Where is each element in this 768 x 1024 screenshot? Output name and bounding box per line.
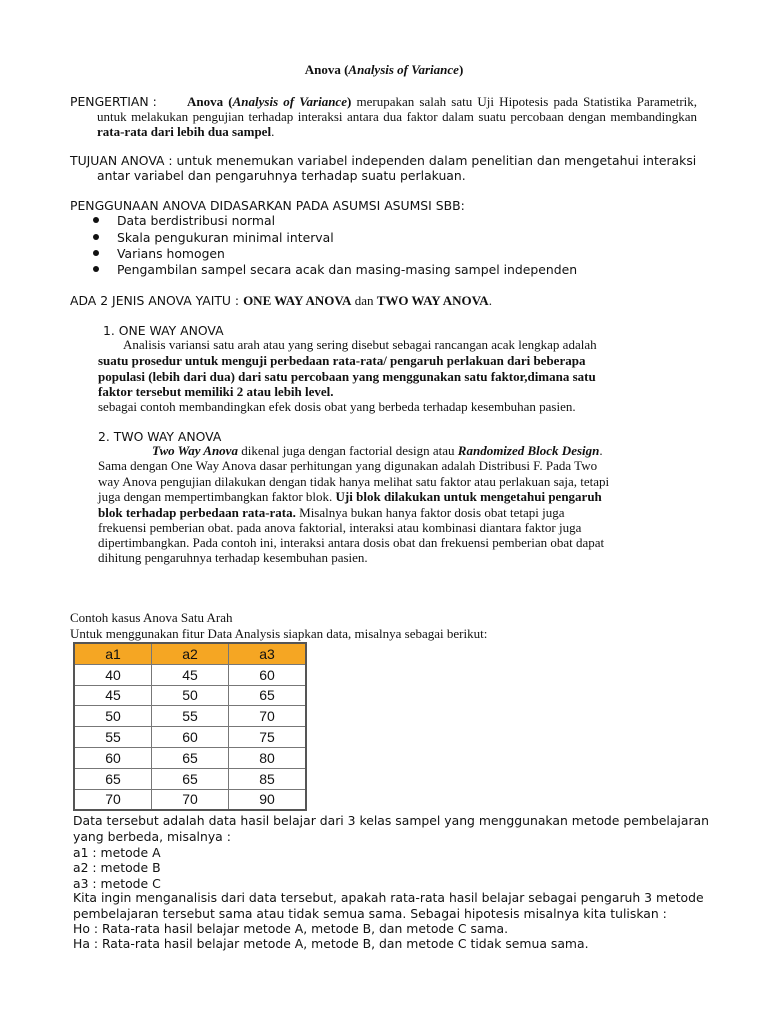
table-cell: 65 xyxy=(152,747,229,768)
two-way-line-3: way Anova pengujian dilakukan dengan tidak hanya melihat satu faktor atau perlakuan saja, tetapi xyxy=(98,474,610,489)
tujuan-line-1: TUJUAN ANOVA : untuk menemukan variabel independen dalam penelitian dan mengetahui interaksi xyxy=(70,153,697,168)
table-cell: 85 xyxy=(229,768,307,789)
jenis-line: ADA 2 JENIS ANOVA YAITU : ONE WAY ANOVA dan TWO WAY ANOVA. xyxy=(70,293,492,308)
one-way-intro: Analisis variansi satu arah atau yang sering disebut sebagai rancangan acak lengkap adalah xyxy=(123,337,597,352)
table-row xyxy=(74,747,306,768)
table-cell: 70 xyxy=(74,789,152,810)
two-way-line-2: Sama dengan One Way Anova dasar perhitungan yang digunakan adalah Distribusi F. Pada Two xyxy=(98,458,598,473)
one-way-heading: 1. ONE WAY ANOVA xyxy=(103,323,224,338)
two-way-line-6: frekuensi pemberian obat. pada anova faktorial, interaksi atau kombinasi diantara faktor juga xyxy=(98,520,582,535)
hypothesis-ha: Ha : Rata-rata hasil belajar metode A, metode B, dan metode C tidak semua sama. xyxy=(73,936,589,951)
two-way-line-7: dipertimbangkan. Pada contoh ini, interaksi antara dosis obat dan frekuensi pemberian obat dapat xyxy=(98,535,605,550)
after-line-2: yang berbeda, misalnya : xyxy=(73,829,231,844)
page-title: Anova (Analysis of Variance) xyxy=(304,62,464,77)
two-way-line-5: blok terhadap perbedaan rata-rata. Misalnya bukan hanya faktor dosis obat tetapi juga xyxy=(98,505,565,520)
after-line-4: pembelajaran tersebut sama atau tidak semua sama. Sebagai hipotesis misalnya kita tuliskan : xyxy=(73,906,667,921)
tujuan-line-2: antar variabel dan pengaruhnya terhadap suatu perlakuan. xyxy=(97,168,466,183)
column-header-a3: a3 xyxy=(229,643,307,664)
contoh-title: Contoh kasus Anova Satu Arah xyxy=(70,610,233,625)
table-cell: 60 xyxy=(74,747,152,768)
table-cell: 55 xyxy=(152,706,229,727)
two-way-heading: 2. TWO WAY ANOVA xyxy=(98,429,222,444)
table-row xyxy=(74,768,306,789)
pengertian-label: PENGERTIAN : xyxy=(70,94,157,109)
table-cell: 45 xyxy=(74,685,152,706)
asumsi-item-1: Data berdistribusi normal xyxy=(117,213,276,228)
table-row xyxy=(74,664,306,685)
table-row xyxy=(74,789,306,810)
one-way-bold-1: suatu prosedur untuk menguji perbedaan rata-rata/ pengaruh perlakuan dari beberapa xyxy=(98,353,586,368)
table-cell: 45 xyxy=(152,664,229,685)
table-row xyxy=(74,727,306,748)
two-way-line-1: Two Way Anova dikenal juga dengan factorial design atau Randomized Block Design. xyxy=(152,443,603,458)
table-cell: 80 xyxy=(229,747,307,768)
method-a2: a2 : metode B xyxy=(73,860,161,875)
hypothesis-ho: Ho : Rata-rata hasil belajar metode A, metode B, dan metode C sama. xyxy=(73,921,509,936)
asumsi-item-4: Pengambilan sampel secara acak dan masing-masing sampel independen xyxy=(117,262,578,277)
table-cell: 90 xyxy=(229,789,307,810)
one-way-bold-2: populasi (lebih dari dua) dari satu percobaan yang menggunakan satu faktor,dimana satu xyxy=(98,369,596,384)
method-a1: a1 : metode A xyxy=(73,845,161,860)
table-cell: 70 xyxy=(229,706,307,727)
one-way-example: sebagai contoh membandingkan efek dosis obat yang berbeda terhadap kesembuhan pasien. xyxy=(98,399,576,414)
table-cell: 50 xyxy=(74,706,152,727)
bullet-icon xyxy=(93,234,99,240)
table-cell: 65 xyxy=(74,768,152,789)
after-line-1: Data tersebut adalah data hasil belajar dari 3 kelas sampel yang menggunakan metode pembelajaran xyxy=(73,813,709,828)
table-cell: 60 xyxy=(229,664,307,685)
table-cell: 40 xyxy=(74,664,152,685)
asumsi-heading: PENGGUNAAN ANOVA DIDASARKAN PADA ASUMSI ASUMSI SBB: xyxy=(70,198,465,213)
table-header-row xyxy=(74,643,306,664)
two-way-line-8: dihitung pengaruhnya terhadap kesembuhan pasien. xyxy=(98,550,368,565)
bullet-icon xyxy=(93,266,99,272)
one-way-bold-3: faktor tersebut memiliki 2 atau lebih level. xyxy=(98,384,334,399)
after-line-3: Kita ingin menganalisis dari data tersebut, apakah rata-rata hasil belajar sebagai pengaruh 3 metode xyxy=(73,890,704,905)
contoh-instruction: Untuk menggunakan fitur Data Analysis siapkan data, misalnya sebagai berikut: xyxy=(70,626,488,641)
table-row xyxy=(74,685,306,706)
data-table xyxy=(73,642,307,811)
table-cell: 65 xyxy=(229,685,307,706)
table-cell: 50 xyxy=(152,685,229,706)
table-cell: 70 xyxy=(152,789,229,810)
bullet-icon xyxy=(93,217,99,223)
table-cell: 75 xyxy=(229,727,307,748)
column-header-a1: a1 xyxy=(74,643,152,664)
column-header-a2: a2 xyxy=(152,643,229,664)
asumsi-item-3: Varians homogen xyxy=(117,246,225,261)
table-cell: 65 xyxy=(152,768,229,789)
two-way-line-4: juga dengan mempertimbangkan faktor blok. Uji blok dilakukan untuk mengetahui pengaruh xyxy=(98,489,602,504)
bullet-icon xyxy=(93,250,99,256)
asumsi-item-2: Skala pengukuran minimal interval xyxy=(117,230,334,245)
table-cell: 60 xyxy=(152,727,229,748)
method-a3: a3 : metode C xyxy=(73,876,161,891)
pengertian-paragraph: Anova (Analysis of Variance) merupakan salah satu Uji Hipotesis pada Statistika Parametrik, untuk melakukan pengujian terhadap interaksi antara dua faktor dalam suatu percobaan dengan membandingkan rata-rata dari lebih dua sampel. xyxy=(97,94,698,139)
table-cell: 55 xyxy=(74,727,152,748)
table-row xyxy=(74,706,306,727)
